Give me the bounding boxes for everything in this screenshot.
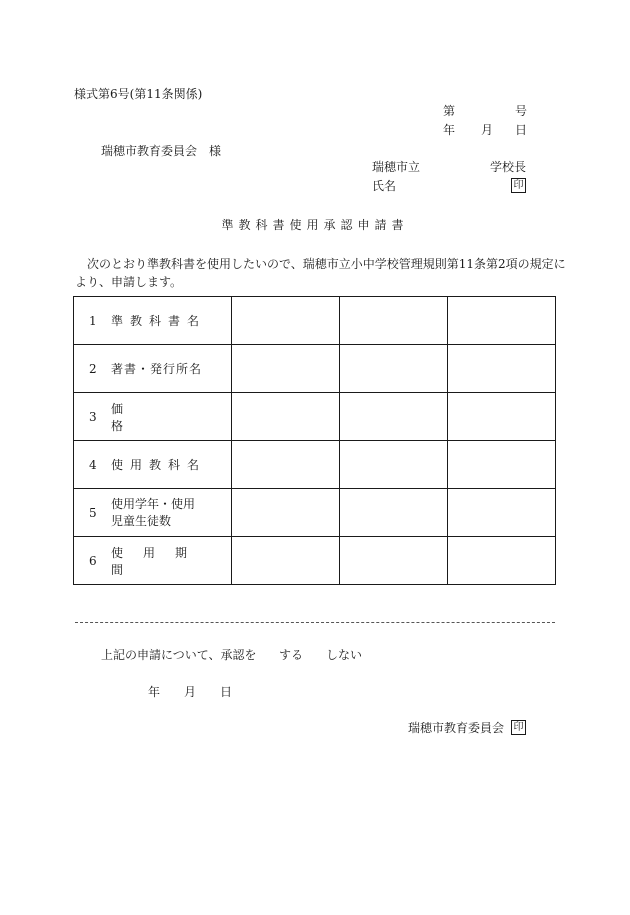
dashed-divider (75, 622, 555, 623)
issuer-seal-mark (511, 720, 526, 735)
row-label: 著書・発行所名 (111, 362, 203, 376)
school-suffix: 学校長 (490, 160, 527, 174)
entry-cell[interactable] (232, 345, 340, 393)
approval-option-no[interactable]: しない (326, 648, 363, 662)
date-day: 日 (515, 123, 528, 137)
entry-cell[interactable] (232, 393, 340, 441)
entry-cell[interactable] (232, 537, 340, 585)
row-label: 使用期間 (111, 545, 208, 577)
row-label: 使用学年・使用児童生徒数 (111, 497, 196, 528)
row-label-cell (74, 537, 232, 585)
row-label-cell (74, 441, 232, 489)
table-row (74, 297, 556, 345)
document-number-prefix: 第 (443, 104, 456, 118)
row-label-cell (74, 489, 232, 537)
entry-cell[interactable] (448, 393, 556, 441)
table-row (74, 393, 556, 441)
approval-option-yes[interactable]: する (279, 648, 304, 662)
table-row (74, 345, 556, 393)
row-number: 3 (89, 409, 97, 424)
entry-cell[interactable] (340, 537, 448, 585)
entry-cell[interactable] (340, 489, 448, 537)
table-row (74, 537, 556, 585)
row-label-cell (74, 345, 232, 393)
issuer-name: 瑞穂市教育委員会 (408, 721, 505, 735)
entry-cell[interactable] (340, 393, 448, 441)
form-id: 様式第6号(第11条関係) (74, 87, 203, 101)
entry-cell[interactable] (448, 345, 556, 393)
row-number: 6 (89, 553, 97, 568)
entry-cell[interactable] (340, 345, 448, 393)
row-number: 4 (89, 457, 97, 472)
row-label-cell (74, 297, 232, 345)
name-label: 氏名 (372, 179, 397, 193)
approval-date-day: 日 (220, 685, 233, 699)
document-title: 準教科書使用承認申請書 (221, 218, 409, 232)
entry-cell[interactable] (232, 489, 340, 537)
applicant-seal-mark (511, 178, 526, 193)
row-label: 使用教科名 (111, 458, 207, 472)
body-text-line1: 次のとおり準教科書を使用したいので、瑞穂市立小中学校管理規則第11条第2項の規定に (87, 257, 566, 271)
entry-cell[interactable] (448, 537, 556, 585)
entry-cell[interactable] (232, 441, 340, 489)
approval-text: 上記の申請について、承認を (101, 648, 257, 662)
row-label: 準教科書名 (111, 314, 207, 328)
date-year: 年 (443, 123, 456, 137)
document-number-suffix: 号 (515, 104, 528, 118)
table-row (74, 489, 556, 537)
entry-cell[interactable] (448, 441, 556, 489)
row-label: 価格 (111, 401, 190, 433)
school-prefix: 瑞穂市立 (372, 160, 421, 174)
approval-date-month: 月 (184, 685, 197, 699)
entry-cell[interactable] (232, 297, 340, 345)
application-table (73, 296, 556, 585)
seal-stamp-icon: 印 (511, 178, 526, 193)
entry-cell[interactable] (448, 489, 556, 537)
approval-date-year: 年 (148, 685, 161, 699)
date-month: 月 (481, 123, 494, 137)
row-number: 5 (89, 505, 97, 520)
row-label-cell (74, 393, 232, 441)
entry-cell[interactable] (448, 297, 556, 345)
addressee: 瑞穂市教育委員会 様 (101, 144, 222, 158)
body-text-line2: より、申請します。 (75, 275, 183, 289)
row-number: 2 (89, 361, 97, 376)
entry-cell[interactable] (340, 297, 448, 345)
table-row (74, 441, 556, 489)
seal-stamp-icon: 印 (511, 720, 526, 735)
row-number: 1 (89, 313, 97, 328)
entry-cell[interactable] (340, 441, 448, 489)
